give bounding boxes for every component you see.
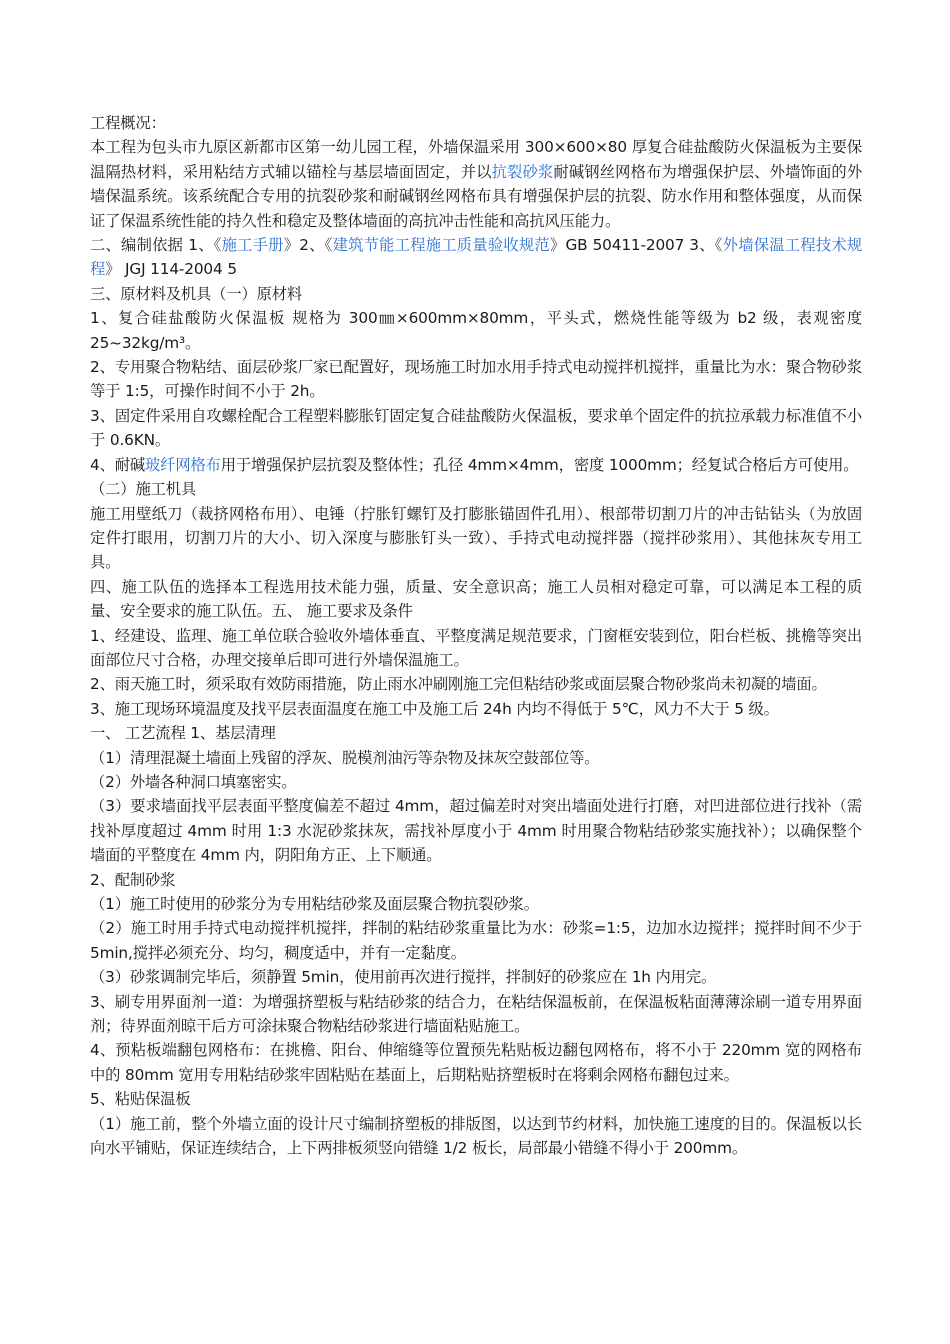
- flow-heading: 一、 工艺流程 1、基层清理: [90, 724, 276, 743]
- basis-paragraph: [90, 233, 862, 282]
- process-item: 3、刷专用界面剂一道：为增强挤塑板与粘结砂浆的结合力，在粘结保温板前，在保温板粘面薄薄涂刷一道专用界面剂；待界面剂晾干后方可涂抹聚合物粘结砂浆进行墙面粘贴施工。: [90, 992, 862, 1036]
- team-paragraph: 四、施工队伍的选择本工程选用技术能力强，质量、安全意识高；施工人员相对稳定可靠，可以满足本工程的质量、安全要求的施工队伍。五、 施工要求及条件: [90, 577, 862, 621]
- material-item: 1、复合硅盐酸防火保温板 规格为 300㎜×600mm×80mm，平头式，燃烧性能等级为 b2 级，表观密度 25~32kg/m³。: [90, 309, 862, 352]
- material-text: 4、耐碱: [90, 455, 146, 474]
- section-heading: 三、原材料及机具（一）原材料: [90, 284, 303, 303]
- overview-heading: 工程概况：: [90, 114, 166, 132]
- overview-text: 本工程为包头市九原区新都市区第一幼儿园工程，外墙保温采用 300×600×80 厚复合硅盐酸防火保温板为主要保温隔热材料，采用粘结方式辅以锚栓与基层墙面固定，并以: [90, 138, 862, 181]
- link-crack-mortar[interactable]: 抗裂砂浆: [491, 162, 554, 181]
- basis-text: 》GB 50411-2007 3、《: [549, 236, 723, 255]
- tools-paragraph: 施工用壁纸刀（裁挤网格布用）、电锤（拧胀钉螺钉及打膨胀锚固件孔用）、根部带切割刀片的冲击钻钻头（为放固定件打眼用，切割刀片的大小、切入深度与膨胀钉头一致）、手持式电动搅拌器（搅拌砂浆用）、其他抹灰专用工具。: [90, 504, 862, 572]
- process-item: （1）施工前，整个外墙立面的设计尺寸编制挤塑板的排版图，以达到节约材料，加快施工速度的目的。保温板以长向水平铺贴，保证连续结合，上下两排板须竖向错缝 1/2 板长，局部最小错缝不得小于 200mm。: [90, 1114, 862, 1158]
- process-heading: 5、粘贴保温板: [90, 1090, 191, 1109]
- flow-item: （1）清理混凝土墙面上残留的浮灰、脱模剂油污等杂物及抹灰空鼓部位等。: [90, 748, 600, 767]
- link-insulation-spec[interactable]: 外墙保温工程技术规程: [90, 236, 863, 279]
- mortar-item: （1）施工时使用的砂浆分为专用粘结砂浆及面层聚合物抗裂砂浆。: [90, 895, 539, 913]
- mortar-item: （2）施工时用手持式电动搅拌机搅拌，拌制的粘结砂浆重量比为水：砂浆=1:5，边加水边搅拌；搅拌时间不少于 5min,搅拌必须充分、均匀，稠度适中，并有一定黏度。: [90, 919, 862, 962]
- link-construction-manual[interactable]: 施工手册: [221, 236, 284, 255]
- process-item: 4、预粘板端翻包网格布：在挑檐、阳台、伸缩缝等位置预先粘贴板边翻包网格布，将不小于 220mm 宽的网格布中的 80mm 宽用专用粘结砂浆牢固粘贴在基面上，后期粘贴挤塑板时在将剩余网格布翻包过来。: [90, 1041, 862, 1084]
- basis-text: 二、编制依据 1、《: [90, 236, 222, 255]
- link-energy-code[interactable]: 建筑节能工程施工质量验收规范: [332, 236, 550, 255]
- overview-paragraph: [90, 135, 862, 233]
- material-item: 3、固定件采用自攻螺栓配合工程塑料膨胀钉固定复合硅盐酸防火保温板，要求单个固定件的抗拉承载力标准值不小于 0.6KN。: [90, 406, 862, 450]
- tools-heading: （二）施工机具: [90, 480, 197, 499]
- condition-item: 1、经建设、监理、施工单位联合验收外墙体垂直、平整度满足规范要求，门窗框安装到位，阳台栏板、挑檐等突出面部位尺寸合格，办理交接单后即可进行外墙保温施工。: [90, 626, 862, 669]
- material-item: [90, 453, 862, 477]
- material-text: 用于增强保护层抗裂及整体性；孔径 4mm×4mm，密度 1000mm；经复试合格后方可使用。: [220, 455, 859, 474]
- condition-item: 3、施工现场环境温度及找平层表面温度在施工中及施工后 24h 内均不得低于 5℃，风力不大于 5 级。: [90, 699, 779, 718]
- material-item: 2、专用聚合物粘结、面层砂浆厂家已配置好，现场施工时加水用手持式电动搅拌机搅拌，重量比为水：聚合物砂浆等于 1:5，可操作时间不小于 2h。: [90, 358, 862, 401]
- condition-item: 2、雨天施工时，须采取有效防雨措施，防止雨水冲刷刚施工完但粘结砂浆或面层聚合物砂浆尚未初凝的墙面。: [90, 675, 827, 694]
- overview-text: 耐碱钢丝网格布为增强保护层、外墙饰面的外墙保温系统。该系统配合专用的抗裂砂浆和耐碱钢丝网格布具有增强保护层的抗裂、防水作用和整体强度，从而保证了保温系统性能的持久性和稳定及整体墙面的高抗冲击性能和高抗风压能力。: [90, 162, 863, 230]
- flow-item: （2）外墙各种洞口填塞密实。: [90, 772, 297, 791]
- flow-item: （3）要求墙面找平层表面平整度偏差不超过 4mm，超过偏差时对突出墙面处进行打磨，对凹进部位进行找补（需找补厚度超过 4mm 时用 1:3 水泥砂浆抹灰，需找补厚度小于 4mm 时用聚合物粘结砂浆实施找补）；以确保整个墙面的平整度在 4mm 内，阴阳角方正、上下顺通。: [90, 797, 862, 865]
- basis-text: 》2、《: [283, 236, 333, 255]
- link-fiberglass-mesh[interactable]: 玻纤网格布: [145, 455, 221, 474]
- basis-text: 》 JGJ 114-2004 5: [105, 260, 237, 279]
- mortar-item: （3）砂浆调制完毕后，须静置 5min，使用前再次进行搅拌，拌制好的砂浆应在 1h 内用完。: [90, 968, 717, 987]
- mortar-heading: 2、配制砂浆: [90, 870, 176, 889]
- document-body: [90, 111, 862, 1160]
